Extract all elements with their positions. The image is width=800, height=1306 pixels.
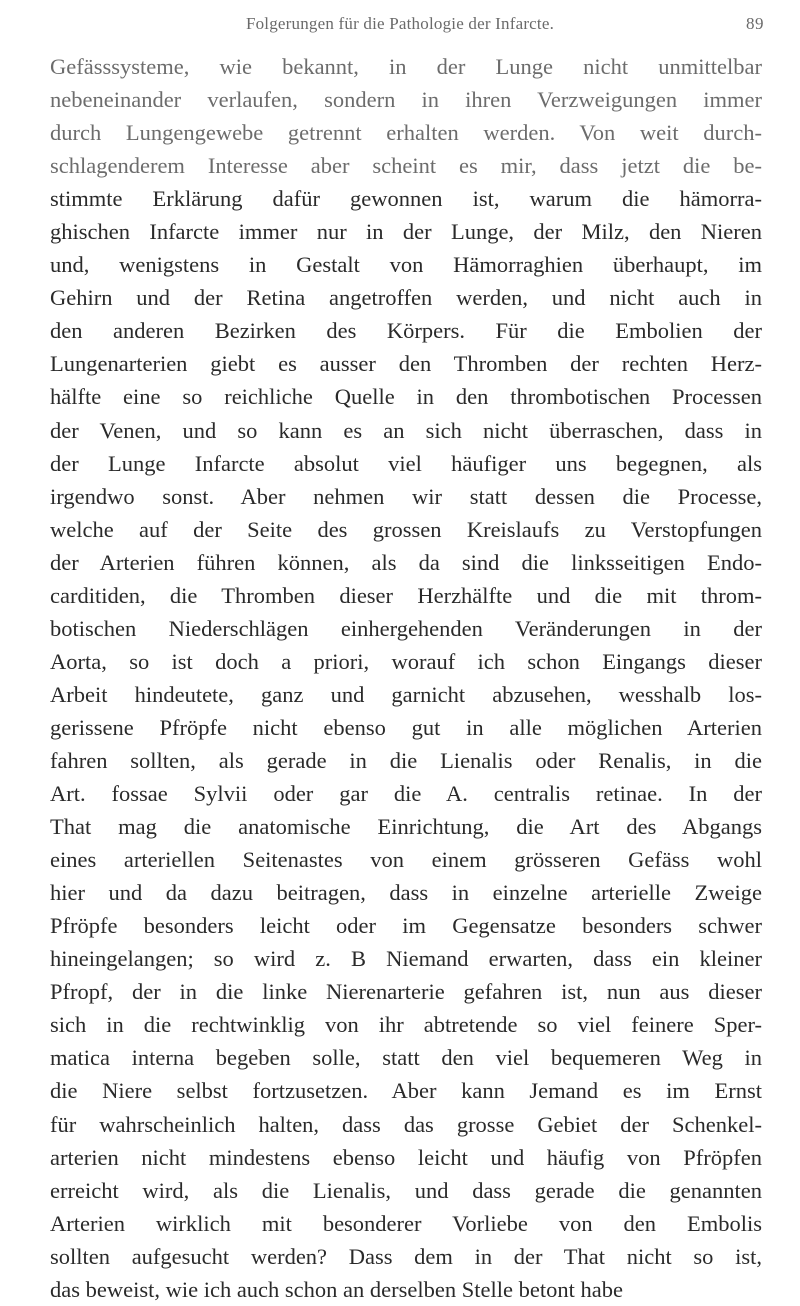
text-line: schlagenderem Interesse aber scheint es mir, dass jetzt die be- <box>50 153 762 179</box>
text-line: Aorta, so ist doch a priori, worauf ich schon Eingangs dieser <box>50 648 762 674</box>
text-line: erreicht wird, als die Lienalis, und dass gerade die genannten <box>50 1177 762 1203</box>
text-line: Gefässsysteme, wie bekannt, in der Lunge nicht unmittelbar <box>50 54 762 79</box>
body-text <box>50 50 762 1306</box>
text-line: Pfropf, der in die linke Nierenarterie gefahren ist, nun aus dieser <box>50 979 762 1005</box>
text-line: die Niere selbst fortzusetzen. Aber kann Jemand es im Ernst <box>50 1078 762 1104</box>
running-header <box>0 14 800 44</box>
text-line: der Venen, und so kann es an sich nicht überraschen, dass in <box>50 417 762 443</box>
text-line: matica interna begeben solle, statt den viel bequemeren Weg in <box>50 1045 762 1071</box>
text-line: ghischen Infarcte immer nur in der Lunge, der Milz, den Nieren <box>50 219 762 245</box>
text-line: Arbeit hindeutete, ganz und garnicht abzusehen, wesshalb los- <box>50 681 762 707</box>
text-line: und, wenigstens in Gestalt von Hämorraghien überhaupt, im <box>50 252 762 278</box>
running-title: Folgerungen für die Pathologie der Infarcte. <box>245 14 555 33</box>
text-line: stimmte Erklärung dafür gewonnen ist, warum die hämorra- <box>50 186 762 212</box>
text-line: Art. fossae Sylvii oder gar die A. centralis retinae. In der <box>50 781 762 807</box>
text-line: hineingelangen; so wird z. B Niemand erwarten, dass ein kleiner <box>50 946 762 972</box>
text-line: der Lunge Infarcte absolut viel häufiger uns begegnen, als <box>50 450 762 476</box>
text-line: Gehirn und der Retina angetroffen werden, und nicht auch in <box>50 285 762 311</box>
text-line: fahren sollten, als gerade in die Lienalis oder Renalis, in die <box>50 747 762 773</box>
text-line: der Arterien führen können, als da sind die linksseitigen Endo- <box>50 549 762 575</box>
text-line: Lungenarterien giebt es ausser den Thromben der rechten Herz- <box>50 351 762 377</box>
text-line: sich in die rechtwinklig von ihr abtretende so viel feinere Sper- <box>50 1012 762 1038</box>
text-line: den anderen Bezirken des Körpers. Für die Embolien der <box>50 318 762 344</box>
text-line: gerissene Pfröpfe nicht ebenso gut in alle möglichen Arterien <box>50 714 762 740</box>
text-line: das beweist, wie ich auch schon an derselben Stelle betont habe <box>50 1276 623 1302</box>
text-line: nebeneinander verlaufen, sondern in ihren Verzweigungen immer <box>50 87 762 113</box>
text-line: durch Lungengewebe getrennt erhalten werden. Von weit durch- <box>50 120 762 146</box>
text-line: für wahrscheinlich halten, dass das grosse Gebiet der Schenkel- <box>50 1111 762 1137</box>
text-line: Arterien wirklich mit besonderer Vorliebe von den Embolis <box>50 1210 762 1236</box>
text-line: hälfte eine so reichliche Quelle in den thrombotischen Processen <box>50 384 762 410</box>
text-line: That mag die anatomische Einrichtung, die Art des Abgangs <box>50 814 762 840</box>
text-line: Pfröpfe besonders leicht oder im Gegensatze besonders schwer <box>50 913 762 939</box>
text-line: eines arteriellen Seitenastes von einem grösseren Gefäss wohl <box>50 847 762 873</box>
page-number: 89 <box>746 14 764 33</box>
text-line: sollten aufgesucht werden? Dass dem in der That nicht so ist, <box>50 1243 762 1269</box>
text-line: arterien nicht mindestens ebenso leicht und häufig von Pfröpfen <box>50 1144 762 1170</box>
text-line: botischen Niederschlägen einhergehenden Veränderungen in der <box>50 615 762 641</box>
text-line: carditiden, die Thromben dieser Herzhälfte und die mit throm- <box>50 582 762 608</box>
text-line: hier und da dazu beitragen, dass in einzelne arterielle Zweige <box>50 880 762 906</box>
text-line: irgendwo sonst. Aber nehmen wir statt dessen die Processe, <box>50 483 762 509</box>
text-line: welche auf der Seite des grossen Kreislaufs zu Verstopfungen <box>50 516 762 542</box>
